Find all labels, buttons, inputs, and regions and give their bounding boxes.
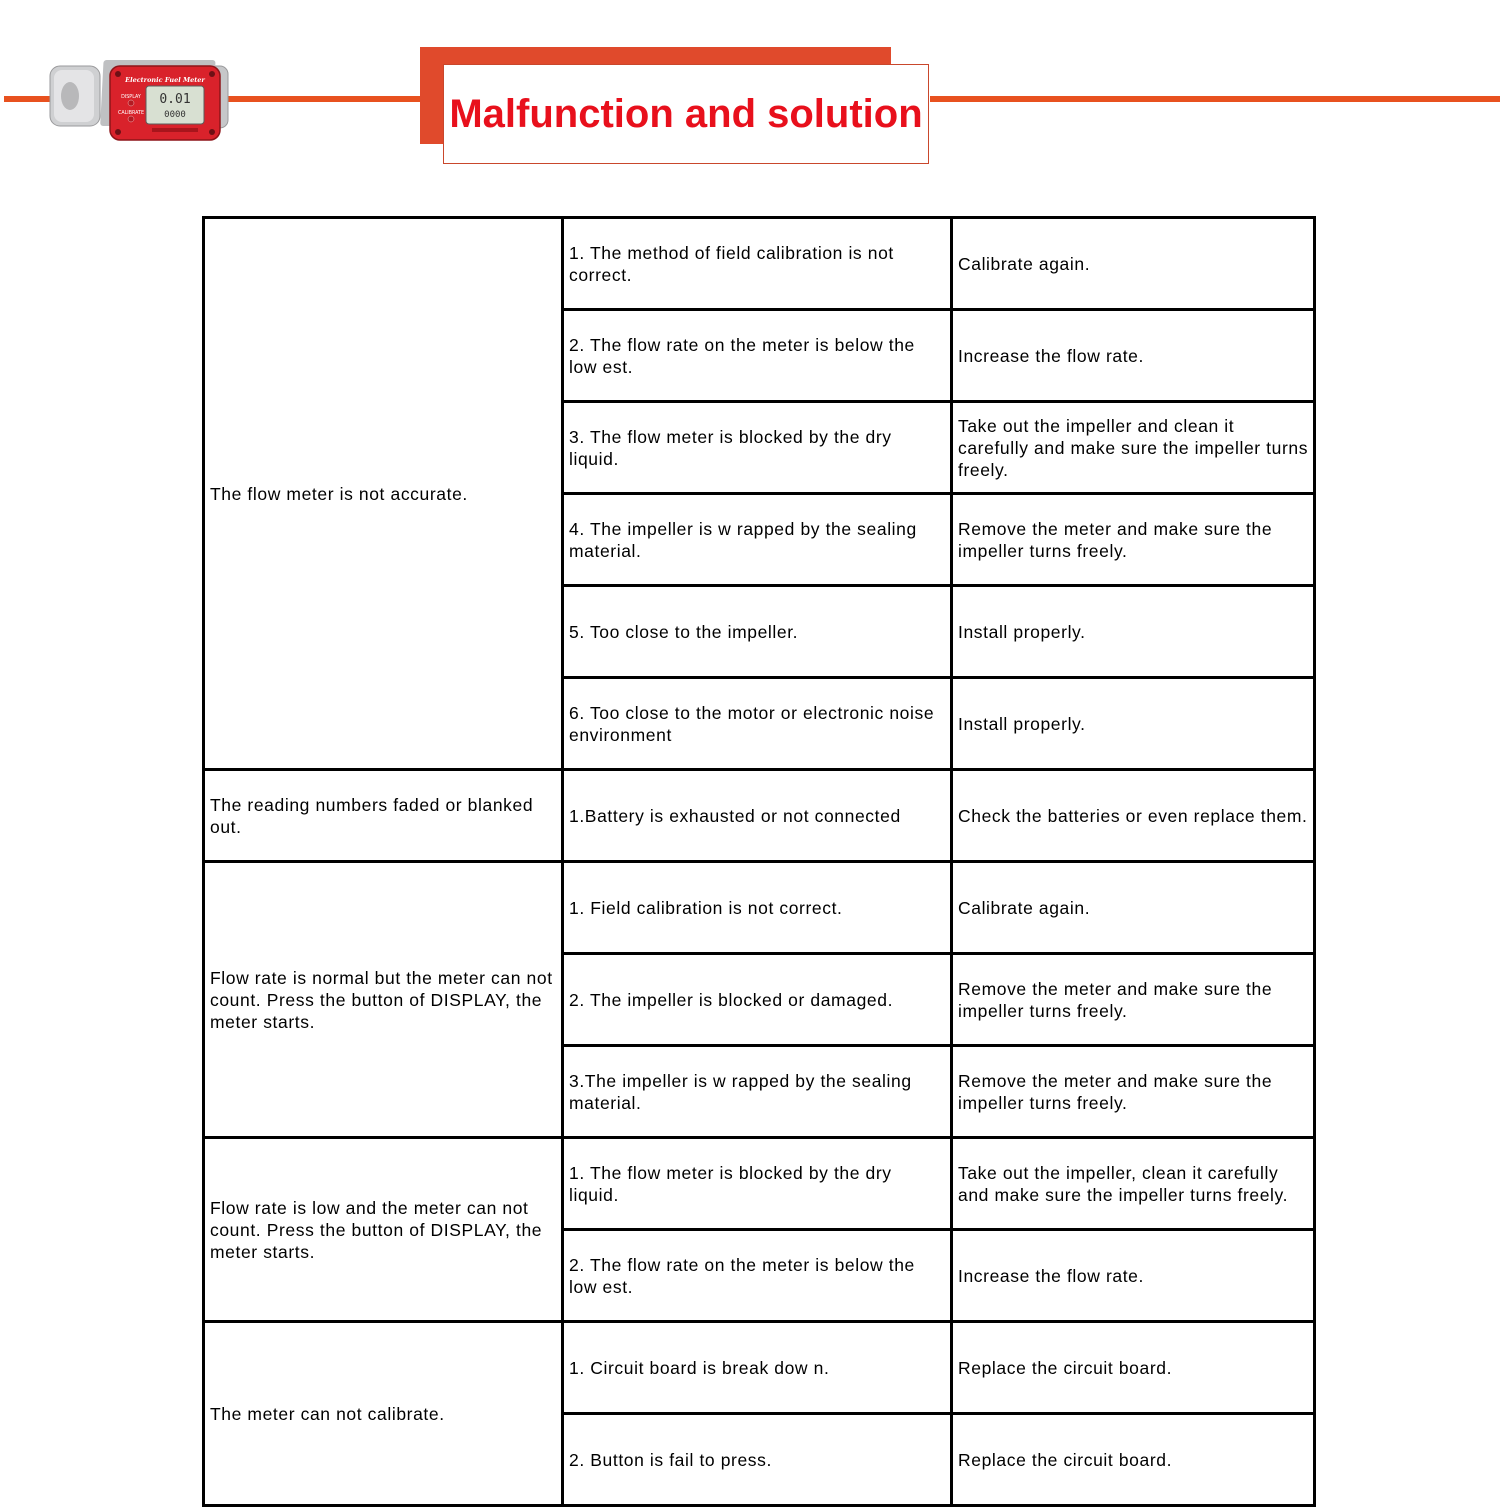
- malfunction-table: [202, 216, 1316, 1507]
- table-row: [204, 1322, 1315, 1414]
- solution-cell: Calibrate again.: [952, 218, 1315, 310]
- meter-reading-bottom: 0000: [164, 110, 186, 120]
- problem-cell: The meter can not calibrate.: [204, 1322, 563, 1506]
- cause-cell: 1. The flow meter is blocked by the dry liquid.: [563, 1138, 952, 1230]
- solution-cell: Increase the flow rate.: [952, 1230, 1315, 1322]
- header-rule-left: [4, 96, 50, 102]
- meter-calibrate-label: CALIBRATE: [117, 111, 145, 116]
- cause-cell: 2. The impeller is blocked or damaged.: [563, 954, 952, 1046]
- solution-cell: Calibrate again.: [952, 862, 1315, 954]
- cause-cell: 5. Too close to the impeller.: [563, 586, 952, 678]
- title-box: [443, 64, 929, 164]
- header-rule-middle: [228, 96, 422, 102]
- solution-cell: Check the batteries or even replace them.: [952, 770, 1315, 862]
- table-row: [204, 1138, 1315, 1230]
- solution-cell: Install properly.: [952, 586, 1315, 678]
- solution-cell: Take out the impeller and clean it carefully and make sure the impeller turns freely.: [952, 402, 1315, 494]
- cause-cell: 2. The flow rate on the meter is below the low est.: [563, 310, 952, 402]
- fuel-meter-image: [48, 52, 230, 144]
- page-title: Malfunction and solution: [449, 91, 923, 136]
- table-row: [204, 770, 1315, 862]
- solution-cell: Remove the meter and make sure the impeller turns freely.: [952, 494, 1315, 586]
- malfunction-table-body: [204, 218, 1315, 1506]
- solution-cell: Take out the impeller, clean it carefully and make sure the impeller turns freely.: [952, 1138, 1315, 1230]
- problem-cell: Flow rate is normal but the meter can not count. Press the button of DISPLAY, the meter starts.: [204, 862, 563, 1138]
- cause-cell: 6. Too close to the motor or electronic noise environment: [563, 678, 952, 770]
- table-row: [204, 218, 1315, 310]
- meter-display-label: DISPLAY: [121, 95, 141, 100]
- solution-cell: Remove the meter and make sure the impeller turns freely.: [952, 954, 1315, 1046]
- header-rule-right: [930, 96, 1500, 102]
- cause-cell: 1. Circuit board is break dow n.: [563, 1322, 952, 1414]
- problem-cell: The flow meter is not accurate.: [204, 218, 563, 770]
- cause-cell: 1. Field calibration is not correct.: [563, 862, 952, 954]
- display-button: [128, 100, 134, 106]
- cause-cell: 2. Button is fail to press.: [563, 1414, 952, 1506]
- cause-cell: 3.The impeller is w rapped by the sealing material.: [563, 1046, 952, 1138]
- calibrate-button: [128, 116, 134, 122]
- meter-brand-text: Electronic Fuel Meter: [125, 76, 205, 84]
- solution-cell: Replace the circuit board.: [952, 1322, 1315, 1414]
- cause-cell: 1. The method of field calibration is not correct.: [563, 218, 952, 310]
- cause-cell: 4. The impeller is w rapped by the sealing material.: [563, 494, 952, 586]
- cause-cell: 2. The flow rate on the meter is below the low est.: [563, 1230, 952, 1322]
- problem-cell: The reading numbers faded or blanked out.: [204, 770, 563, 862]
- solution-cell: Increase the flow rate.: [952, 310, 1315, 402]
- cause-cell: 3. The flow meter is blocked by the dry liquid.: [563, 402, 952, 494]
- problem-cell: Flow rate is low and the meter can not count. Press the button of DISPLAY, the meter starts.: [204, 1138, 563, 1322]
- meter-reading-top: 0.01: [159, 92, 191, 107]
- solution-cell: Replace the circuit board.: [952, 1414, 1315, 1506]
- solution-cell: Install properly.: [952, 678, 1315, 770]
- solution-cell: Remove the meter and make sure the impeller turns freely.: [952, 1046, 1315, 1138]
- cause-cell: 1.Battery is exhausted or not connected: [563, 770, 952, 862]
- table-row: [204, 862, 1315, 954]
